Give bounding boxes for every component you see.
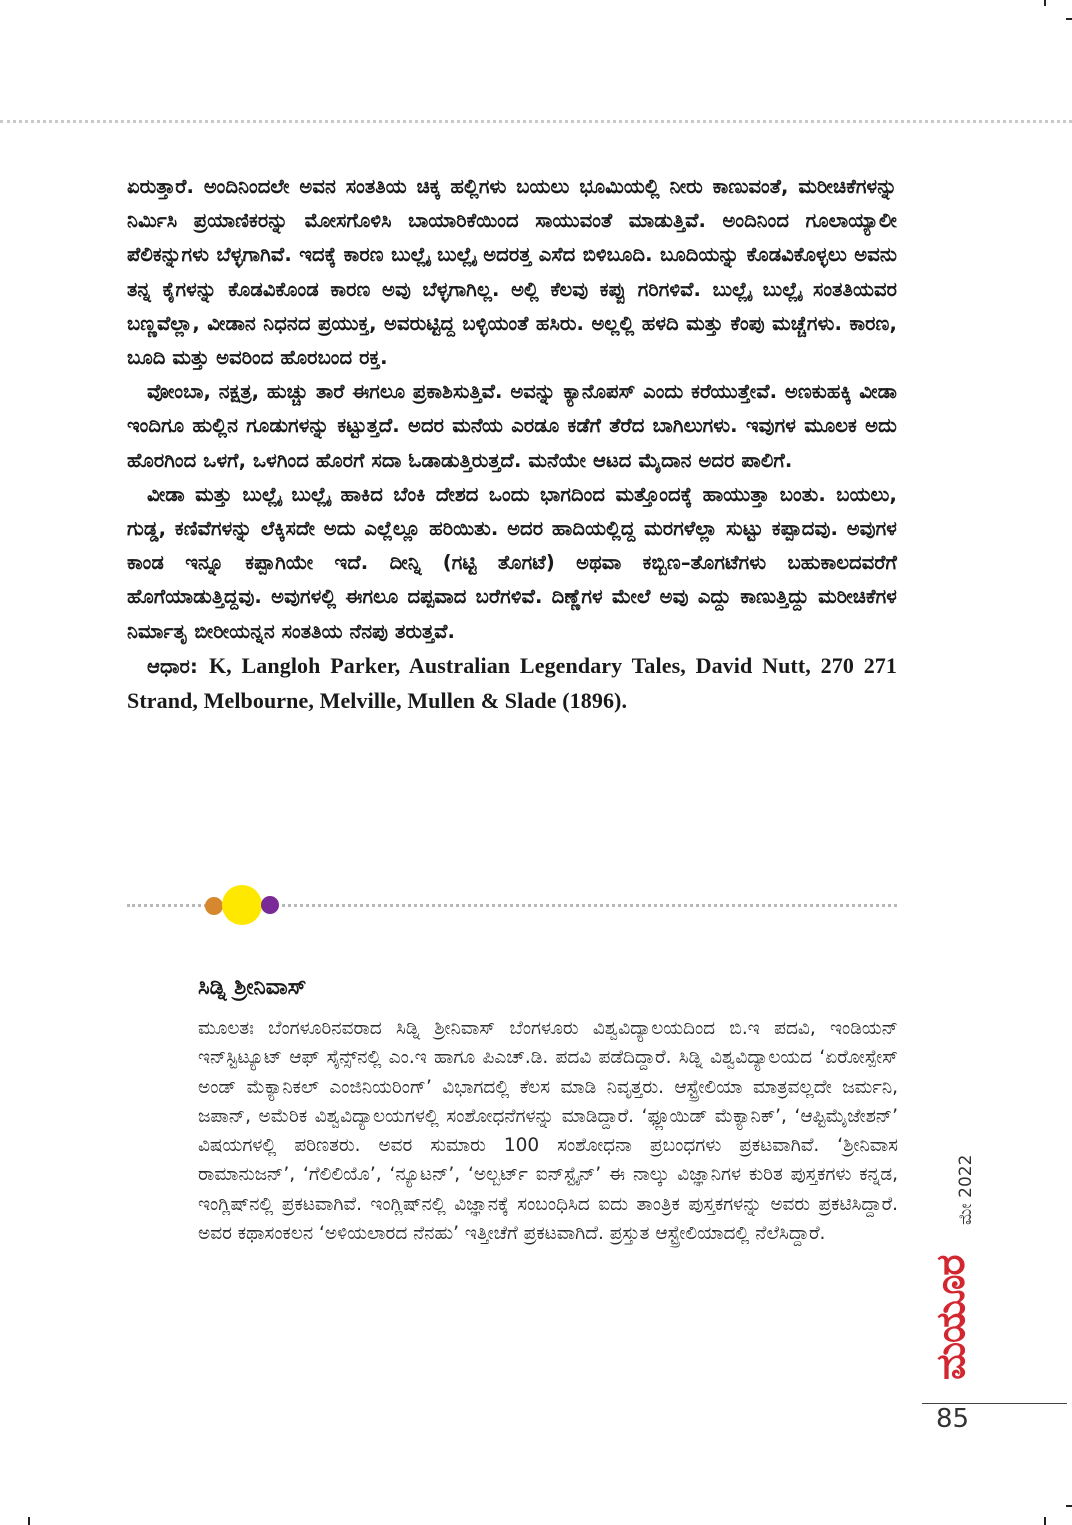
author-bio: ಮೂಲತಃ ಬೆಂಗಳೂರಿನವರಾದ ಸಿಡ್ನಿ ಶ್ರೀನಿವಾಸ್ ಬೆಂಗಳೂರು ವಿಶ್ವವಿದ್ಯಾಲಯದಿಂದ ಬಿ.ಇ ಪದವಿ, ಇಂಡಿಯನ್ ಇನ್‌ಸ್ಟಿಟ್ಯೂಟ್ ಆಫ್ ಸೈನ್ಸ್‌ನಲ್ಲಿ ಎಂ.ಇ ಹಾಗೂ ಪಿಎಚ್.ಡಿ. ಪದವಿ ಪಡೆದಿದ್ದಾರೆ. ಸಿಡ್ನಿ ವಿಶ್ವವಿದ್ಯಾಲಯದ ‘ಏರೋಸ್ಪೇಸ್ ಅಂಡ್ ಮೆಕ್ಯಾನಿಕಲ್ ಎಂಜಿನಿಯರಿಂಗ್’ ವಿಭಾಗದಲ್ಲಿ ಕೆಲಸ ಮಾಡಿ ನಿವೃತ್ತರು. ಆಸ್ಟ್ರೇಲಿಯಾ ಮಾತ್ರವಲ್ಲದೇ ಜರ್ಮನಿ, ಜಪಾನ್, ಅಮೆರಿಕ ವಿಶ್ವವಿದ್ಯಾಲಯಗಳಲ್ಲಿ ಸಂಶೋಧನೆಗಳನ್ನು ಮಾಡಿದ್ದಾರೆ. ‘ಫ್ಲೂಯಿಡ್ ಮೆಕ್ಯಾನಿಕ್’, ‘ಆಪ್ಟಿಮೈಜೇಶನ್’ ವಿಷಯಗಳಲ್ಲಿ ಪರಿಣತರು. ಅವರ ಸುಮಾರು 100 ಸಂಶೋಧನಾ ಪ್ರಬಂಧಗಳು ಪ್ರಕಟವಾಗಿವೆ. ‘ಶ್ರೀನಿವಾಸ ರಾಮಾನುಜನ್’, ‘ಗೆಲಿಲಿಯೊ’, ‘ನ್ಯೂಟನ್’, ‘ಅಲ್ಬರ್ಟ್ ಐನ್‌ಸ್ಟೈನ್’ ಈ ನಾಲ್ಕು ವಿಜ್ಞಾನಿಗಳ ಕುರಿತ ಪುಸ್ತಕಗಳು ಕನ್ನಡ, ಇಂಗ್ಲಿಷ್‌ನಲ್ಲಿ ಪ್ರಕಟವಾಗಿವೆ. ಇಂಗ್ಲಿಷ್‌ನಲ್ಲಿ ವಿಜ್ಞಾನಕ್ಕೆ ಸಂಬಂಧಿಸಿದ ಐದು ತಾಂತ್ರಿಕ ಪುಸ್ತಕಗಳನ್ನು ಅವರು ಪ್ರಕಟಿಸಿದ್ದಾರೆ. ಅವರ ಕಥಾಸಂಕಲನ ‘ಅಳಿಯಲಾರದ ನೆನಹು’ ಇತ್ತೀಚೆಗೆ ಪ್ರಕಟವಾಗಿದೆ. ಪ್ರಸ್ತುತ ಆಸ್ಟ್ರೇಲಿಯಾದಲ್ಲಿ ನೆಲೆಸಿದ್ದಾರೆ. [198,1018,898,1245]
crop-mark [1044,1517,1046,1525]
source-text: K, Langloh Parker, Australian Legendary Tales, David Nutt, 270 271 Strand, Melbourne, Melville, Mullen & Slade (1896). [127,652,897,714]
source-label: ಆಧಾರ: [147,654,198,678]
crop-mark [28,1517,30,1525]
top-dotted-rule [0,120,1072,123]
decorative-dot-yellow [222,885,262,925]
issue-date: ಮೇ 2022 [956,1154,976,1225]
source-citation [127,649,897,719]
crop-mark [1066,18,1072,20]
story-paragraph: ವೀಡಾ ಮತ್ತು ಬುಲ್ಲೈ ಬುಲ್ಲೈ ಹಾಕಿದ ಬೆಂಕಿ ದೇಶದ ಒಂದು ಭಾಗದಿಂದ ಮತ್ತೊಂದಕ್ಕೆ ಹಾಯುತ್ತಾ ಬಂತು. ಬಯಲು, ಗುಡ್ಡ, ಕಣಿವೆಗಳನ್ನು ಲೆಕ್ಕಿಸದೇ ಅದು ಎಲ್ಲೆಲ್ಲೂ ಹರಿಯಿತು. ಅದರ ಹಾದಿಯಲ್ಲಿದ್ದ ಮರಗಳೆಲ್ಲಾ ಸುಟ್ಟು ಕಪ್ಪಾದವು. ಅವುಗಳ ಕಾಂಡ ಇನ್ನೂ ಕಪ್ಪಾಗಿಯೇ ಇದೆ. ದೀನ್ನಿ (ಗಟ್ಟಿ ತೊಗಟೆ) ಅಥವಾ ಕಬ್ಬಿಣ–ತೊಗಟೆಗಳು ಬಹುಕಾಲದವರೆಗೆ ಹೊಗೆಯಾಡುತ್ತಿದ್ದವು. ಅವುಗಳಲ್ಲಿ ಈಗಲೂ ದಪ್ಪವಾದ ಬರೆಗಳಿವೆ. ದಿಣ್ಣೆಗಳ ಮೇಲೆ ಅವು ಎದ್ದು ಕಾಣುತ್ತಿದ್ದು ಮರೀಚಿಕೆಗಳ ನಿರ್ಮಾತೃ ಬೀರೀಯನ್ನನ ಸಂತತಿಯ ನೆನಪು ತರುತ್ತವೆ. [127,482,897,643]
author-name: ಸಿಡ್ನಿ ಶ್ರೀನಿವಾಸ್ [198,975,307,1000]
decorative-dot-purple [261,896,279,914]
story-paragraph: ವೋಂಬಾ, ನಕ್ಷತ್ರ, ಹುಚ್ಚು ತಾರೆ ಈಗಲೂ ಪ್ರಕಾಶಿಸುತ್ತಿವೆ. ಅವನ್ನು ಕ್ಯಾನೊಪಸ್ ಎಂದು ಕರೆಯುತ್ತೇವೆ. ಅಣಕುಹಕ್ಕಿ ವೀಡಾ ಇಂದಿಗೂ ಹುಲ್ಲಿನ ಗೂಡುಗಳನ್ನು ಕಟ್ಟುತ್ತದೆ. ಅದರ ಮನೆಯ ಎರಡೂ ಕಡೆಗೆ ತೆರೆದ ಬಾಗಿಲುಗಳು. ಇವುಗಳ ಮೂಲಕ ಅದು ಹೊರಗಿಂದ ಒಳಗೆ, ಒಳಗಿಂದ ಹೊರಗೆ ಸದಾ ಓಡಾಡುತ್ತಿರುತ್ತದೆ. ಮನೆಯೇ ಆಟದ ಮೈದಾನ ಅದರ ಪಾಲಿಗೆ. [127,380,897,472]
crop-mark [1066,1505,1072,1507]
page-number: 85 [936,1404,970,1434]
crop-mark [1044,0,1046,6]
story-paragraph: ಏರುತ್ತಾರೆ. ಅಂದಿನಿಂದಲೇ ಅವನ ಸಂತತಿಯ ಚಿಕ್ಕ ಹಲ್ಲಿಗಳು ಬಯಲು ಭೂಮಿಯಲ್ಲಿ ನೀರು ಕಾಣುವಂತೆ, ಮರೀಚಿಕೆಗಳನ್ನು ನಿರ್ಮಿಸಿ ಪ್ರಯಾಣಿಕರನ್ನು ಮೋಸಗೊಳಿಸಿ ಬಾಯಾರಿಕೆಯಿಂದ ಸಾಯುವಂತೆ ಮಾಡುತ್ತಿವೆ. ಅಂದಿನಿಂದ ಗೂಲಾಯ್ಯಾಲೀ ಪೆಲಿಕನ್ನುಗಳು ಬೆಳ್ಳಗಾಗಿವೆ. ಇದಕ್ಕೆ ಕಾರಣ ಬುಲ್ಲೈ ಬುಲ್ಲೈ ಅದರತ್ತ ಎಸೆದ ಬಿಳಿಬೂದಿ. ಬೂದಿಯನ್ನು ಕೊಡವಿಕೊಳ್ಳಲು ಅವನು ತನ್ನ ಕೈಗಳನ್ನು ಕೊಡವಿಕೊಂಡ ಕಾರಣ ಅವು ಬೆಳ್ಳಗಾಗಿಲ್ಲ. ಅಲ್ಲಿ ಕೆಲವು ಕಪ್ಪು ಗರಿಗಳಿವೆ. ಬುಲ್ಲೈ ಬುಲ್ಲೈ ಸಂತತಿಯವರ ಬಣ್ಣವೆಲ್ಲಾ, ವೀಡಾನ ನಿಧನದ ಪ್ರಯುಕ್ತ, ಅವರುಟ್ಟಿದ್ದ ಬಳ್ಳಿಯಂತೆ ಹಸಿರು. ಅಲ್ಲಲ್ಲಿ ಹಳದಿ ಮತ್ತು ಕೆಂಪು ಮಚ್ಚೆಗಳು. ಕಾರಣ, ಬೂದಿ ಮತ್ತು ಅವರಿಂದ ಹೊರಬಂದ ರಕ್ತ. [127,175,897,370]
story-text [127,170,897,719]
magazine-logo: ಮಯೂರ [928,1255,974,1380]
decorative-dot-orange [205,897,223,915]
